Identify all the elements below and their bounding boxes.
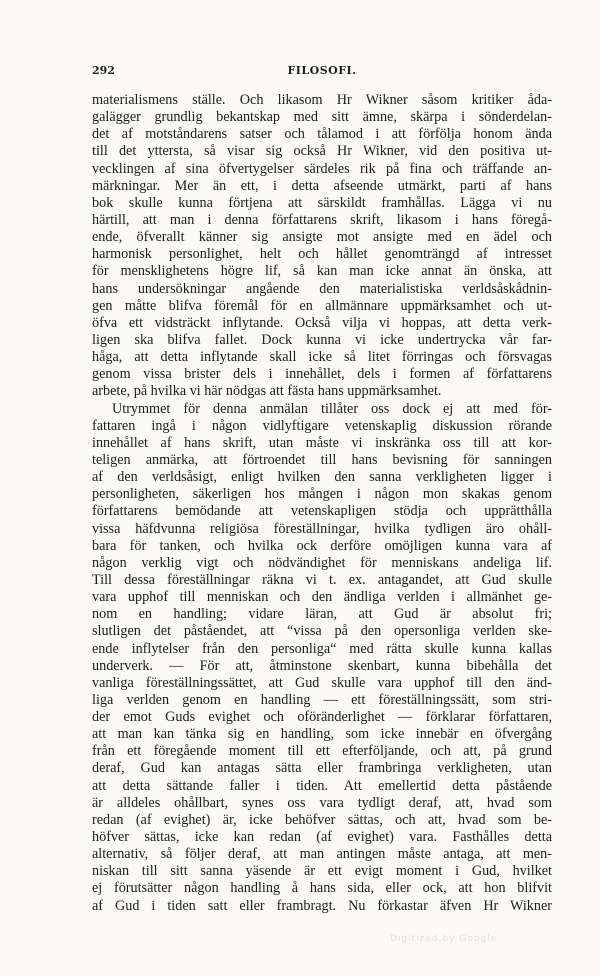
library-stamp: Digitized by Google [390,934,498,944]
paragraph-1 [92,92,552,401]
text-line: ej förutsätter någon handling å hans sida, eller ock, att hon blifvit [92,880,552,897]
text-line: ende, öfverallt känner sig ansigte mot ansigte med en ädel och [92,229,552,246]
text-line: nom en handling; vidare läran, att Gud är absolut fri; [92,606,552,623]
text-line: håga, att detta inflytande skall icke så litet förringas och försvagas [92,349,552,366]
text-line: deraf, Gud kan antagas sätta eller frambringa verkligheten, utan [92,760,552,777]
text-line: teligen anmärka, att förtroendet till hans bevisning för sanningen [92,451,552,468]
text-line: niskan till sitt sanna yäsende är ett evigt moment i Gud, hvilket [92,863,552,880]
page-number: 292 [92,64,115,77]
paragraph-2 [92,401,552,915]
text-line: gen måtte blifva föremål för en allmännare uppmärksamhet och ut- [92,297,552,314]
text-line: märkningar. Mer än ett, i detta afseende utmärkt, parti af hans [92,177,552,194]
text-line: är alldeles ohållbart, synes oss vara tydligt deraf, att, hvad som [92,794,552,811]
text-line: personligheten, säkerligen hos mången i någon mon skakas genom [92,486,552,503]
text-line: till det yttersta, så visar sig också Hr Wikner, vid den positiva ut- [92,143,552,160]
text-line: från ett föregående moment till ett efterföljande, och att, på grund [92,743,552,760]
text-line: höfver sättas, icke kan redan (af evighet) vara. Fasthålles detta [92,829,552,846]
text-line: vanliga föreställningssättet, att Gud skulle vara upphof till den änd- [92,674,552,691]
text-line: af Gud i tiden satt eller frambragt. Nu förkastar äfven Hr Wikner [92,897,552,914]
text-line: liga verlden genom en handling — ett föreställningssätt, som stri- [92,691,552,708]
text-line: redan (af evighet) är, icke behöfver sättas, och att, hvad som be- [92,811,552,828]
text-line: Till dessa föreställningar räkna vi t. ex. antagandet, att Gud skulle [92,571,552,588]
body-text [92,92,552,915]
text-line: någon verklig vigt och nödvändighet för menniskans andeliga lif. [92,554,552,571]
text-line: materialismens ställe. Och likasom Hr Wikner såsom kritiker ådа- [92,92,552,108]
text-line: galägger grundlig bekantskap med sitt ämne, skärpa i sönderdelan- [92,109,552,126]
text-line: innehållet af hans skrift, utan måste vi inskränka oss till att kor- [92,434,552,451]
text-line: vecklingen af sina öfvertygelser särdeles rik på fina och träffande an- [92,160,552,177]
text-line: det af motståndarens satser och tålamod i att förfölja honom ända [92,126,552,143]
text-line: att detta sättande faller i tiden. Att emellertid detta påstående [92,777,552,794]
text-line: arbete, på hvilka vi här nödgas att fästa hans uppmärksamhet. [92,383,442,400]
text-line: Utrymmet för denna anmälan tillåter oss dock ej att med för- [112,400,552,417]
text-line: ende inflytelser från den personliga“ med rätta skulle kunna kallas [92,640,552,657]
text-line: för mensklighetens högre lif, så kan man icke annat än önska, att [92,263,552,280]
text-line: ligen ska blifva fallet. Dock kunna vi icke undertrycka vår far- [92,331,552,348]
text-line: författarens bemödande att vetenskapligen stödja och upprätthålla [92,503,552,520]
text-line: bara för tanken, och hvilka ock derföre omöjligen kunna vara af [92,537,552,554]
text-line: genom vissa brister dels i innehållet, dels i formen af författarens [92,366,552,383]
text-line: slutligen det påståendet, att “vissa på den opersonliga verlden ske- [92,623,552,640]
text-line: alternativ, så följer deraf, att man antingen måste antaga, att men- [92,846,552,863]
text-line: fattaren ingå i någon vidlyftigare vetenskaplig diskussion rörande [92,417,552,434]
text-line: af den verldsåsigt, enligt hvilken den sanna verkligheten ligger i [92,469,552,486]
text-line: vissa häfdvunna religiösa föreställningar, hvilka tydligen äro ohåll- [92,520,552,537]
text-line: att man kan tänka sig en handling, som icke innebär en öfvergång [92,726,552,743]
text-line: bok skulle kunna förtjena att särskildt framhållas. Lägga vi nu [92,194,552,211]
text-line: öfva ett vidsträckt inflytande. Också vilja vi hoppas, att detta verk- [92,314,552,331]
text-line: härtill, att man i denna författarens skrift, likasom i hans föregå- [92,211,552,228]
text-line: hans undersökningar angående den materialistiska verldsåskådnin- [92,280,552,297]
page-header [92,64,552,80]
running-head: FILOSOFI. [287,64,357,77]
text-line: der emot Guds evighet och oföränderlighet — förklarar författaren, [92,709,552,726]
text-line: underverk. — För att, åtminstone skenbart, kunna bibehålla det [92,657,552,674]
text-line: harmonisk personlighet, helt och hållet genomträngd af intresset [92,246,552,263]
text-line: vara upphof till menniskan och den ändliga verlden i allmänhet ge- [92,589,552,606]
